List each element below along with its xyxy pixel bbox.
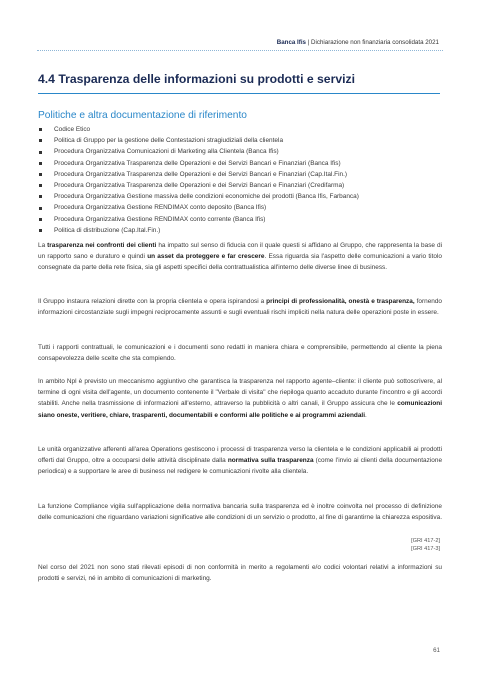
policy-list-item-text: Procedura Organizzativa Gestione RENDIMAX conto deposito (Banca Ifis) bbox=[54, 204, 267, 212]
policy-list-item bbox=[38, 191, 359, 202]
header-separator: | bbox=[305, 39, 312, 46]
bullet-icon bbox=[39, 139, 42, 142]
bullet-icon bbox=[39, 162, 42, 165]
bullet-icon bbox=[39, 173, 42, 176]
section-title-underline bbox=[38, 93, 440, 94]
section-title: 4.4 Trasparenza delle informazioni su prodotti e servizi bbox=[38, 72, 355, 86]
policy-list-item-text: Procedura Organizzativa Trasparenza delle Operazioni e dei Servizi Bancari e Finanziari (Cap.Ital.Fin.) bbox=[54, 170, 348, 178]
gri-reference: [GRI 417-3] bbox=[411, 546, 440, 552]
policy-list-item bbox=[38, 135, 359, 146]
policy-list-item-text: Procedura Organizzativa Gestione massiva delle condizioni economiche dei prodotti (Banca Ifis, Farbanca) bbox=[54, 193, 359, 201]
paragraph-npl: In ambito Npl è previsto un meccanismo aggiuntivo che garantisca la trasparenza nel rapporto agente–cliente: il cliente può sottoscrivere, al termine di ogni visita dell'agente, un documento contenente il "Verbale di visita" che riepiloga quanto accaduto durante l'incontro e gli accordi stabiliti. Anche nella trasmissione di informazioni all'esterno, attraverso la pubblicità o altri canali, il Gruppo assicura che le comunicazioni siano oneste, veritiere, chiare, trasparenti, documentabili e conformi alle politiche e ai programmi aziendali. bbox=[38, 378, 442, 419]
bullet-icon bbox=[39, 195, 42, 198]
header-divider bbox=[37, 50, 443, 51]
policy-list-item bbox=[38, 180, 359, 191]
policy-list-item bbox=[38, 202, 359, 213]
paragraph-operations: Le unità organizzative afferenti all'area Operations gestiscono i processi di trasparenza verso la clientela e le condizioni applicabili ai prodotti offerti dal Gruppo, oltre a occuparsi delle attività disciplinate dalla normativa sulla trasparenza (come l'invio ai clienti della documentazione periodica) e a supportare le aree di business nel redigere le comunicazioni rivolte alla clientela. bbox=[38, 446, 443, 476]
bullet-icon bbox=[39, 184, 42, 187]
policy-list-item bbox=[38, 158, 359, 169]
header-brand: Banca Ifis bbox=[276, 39, 306, 46]
policy-list-item bbox=[38, 225, 359, 236]
bullet-icon bbox=[39, 151, 42, 154]
policy-list-item-text: Procedura Organizzativa Trasparenza delle Operazioni e dei Servizi Bancari e Finanziari (Credifarma) bbox=[54, 181, 345, 189]
policy-list-item-text: Codice Etico bbox=[54, 126, 91, 133]
paragraph-conformity: Nel corso del 2021 non sono stati rilevati episodi di non conformità in merito a regolamenti e/o codici volontari relativi a informazioni su prodotti e servizi, né in ambito di comunicazioni di marketing. bbox=[38, 564, 442, 583]
policy-list-item-text: Politica di distribuzione (Cap.Ital.Fin.) bbox=[54, 226, 161, 234]
page-number: 61 bbox=[433, 647, 440, 654]
paragraph-relations: Il Gruppo instaura relazioni dirette con la propria clientela e opera ispirandosi a principi di professionalità, onestà e trasparenza, fornendo informazioni circostanziate sugli impegni reciprocamente assunti e sugli eventuali rischi impliciti nella natura delle operazioni poste in essere. bbox=[38, 298, 443, 317]
policy-list-item bbox=[38, 214, 359, 225]
policy-list-item bbox=[38, 146, 359, 157]
policy-list-item-text: Procedura Organizzativa Comunicazioni di Marketing alla Clientela (Banca Ifis) bbox=[54, 148, 279, 156]
paragraph-contracts: Tutti i rapporti contrattuali, le comunicazioni e i documenti sono redatti in maniera chiara e comprensibile, permettendo al cliente la piena consapevolezza delle scelte che sta compiendo. bbox=[38, 344, 442, 363]
policy-list-item-text: Procedura Organizzativa Trasparenza delle Operazioni e dei Servizi Bancari e Finanziari (Banca Ifis) bbox=[54, 159, 341, 167]
bullet-icon bbox=[39, 218, 42, 221]
paragraph-transparency: La trasparenza nei confronti dei clienti ha impatto sul senso di fiducia con il quale questi si affidano al Gruppo, che rappresenta la base di un rapporto sano e duraturo e quindi un asset da proteggere e far crescere. Essa riguarda sia l'aspetto delle comunicazioni a vario titolo consegnate da parte della rete fisica, sia gli aspetti specifici della contrattualistica all'interno delle diverse linee di business. bbox=[38, 242, 442, 272]
subsection-title: Politiche e altra documentazione di riferimento bbox=[38, 110, 247, 121]
policy-list bbox=[38, 124, 359, 236]
paragraph-compliance: La funzione Compliance vigila sull'applicazione della normativa bancaria sulla trasparenza ed è inoltre coinvolta nel processo di definizione delle comunicazioni che riguardano variazioni significative alle condizioni di un servizio o prodotto, al fine di garantirne la chiarezza espositiva. bbox=[38, 503, 442, 522]
gri-reference: [GRI 417-2] bbox=[411, 538, 440, 544]
bullet-icon bbox=[39, 207, 42, 210]
gri-references bbox=[411, 537, 440, 553]
policy-list-item-text: Procedura Organizzativa Gestione RENDIMAX conto corrente (Banca Ifis) bbox=[54, 215, 266, 223]
policy-list-item bbox=[38, 124, 359, 135]
policy-list-item-text: Politica di Gruppo per la gestione delle Contestazioni stragiudiziali della clientela bbox=[54, 137, 284, 145]
policy-list-item bbox=[38, 169, 359, 180]
bullet-icon bbox=[39, 128, 42, 131]
bullet-icon bbox=[39, 229, 42, 232]
page-header bbox=[277, 39, 439, 46]
header-report-title: Dichiarazione non finanziaria consolidata 2021 bbox=[311, 39, 439, 46]
